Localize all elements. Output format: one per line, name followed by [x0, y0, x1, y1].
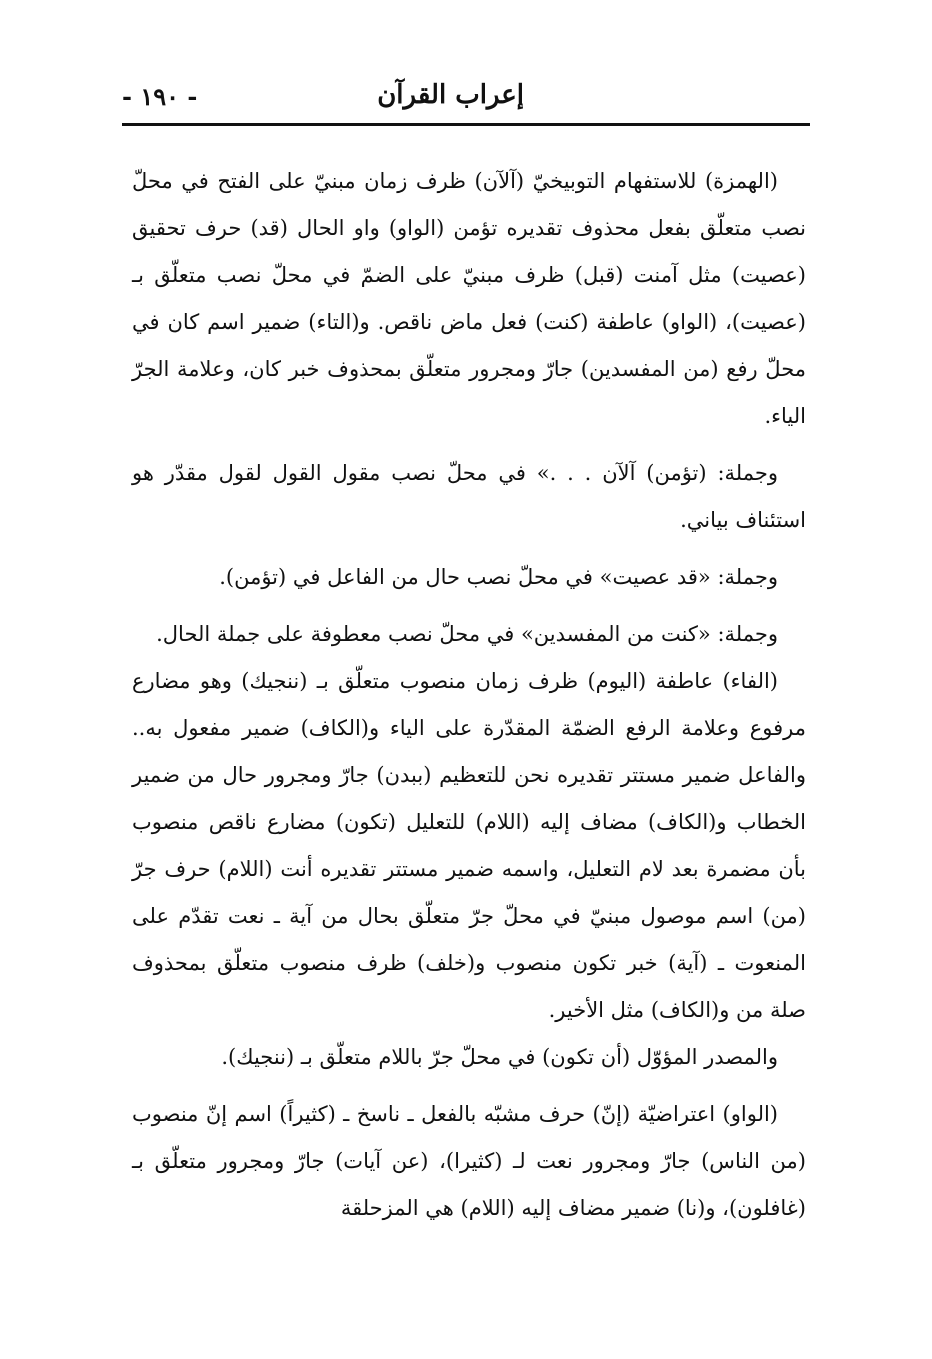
page-body [132, 158, 806, 1242]
page-header [122, 74, 810, 126]
paragraph-jumla-qad-asayta: وجملة: «قد عصيت» في محلّ نصب حال من الفاعل في (تؤمن). [219, 565, 778, 589]
paragraph-irab-inna: (الواو) اعتراضيّة (إنّ) حرف مشبّه بالفعل ـ ناسخ ـ (كثيراً) اسم إنّ منصوب (من الناس) جارّ ومجرور نعت لـ (كثيرا)، (عن آيات) جارّ ومجرور متعلّق بـ (غافلون)، و(نا) ضمير مضاف إليه (اللام) هي المزحلقة [132, 1102, 806, 1220]
paragraph-irab-alyawm: (الفاء) عاطفة (اليوم) ظرف زمان منصوب متعلّق بـ (ننجيك) وهو مضارع مرفوع وعلامة الرفع الضمّة المقدّرة على الياء و(الكاف) ضمير مفعول به.. والفاعل ضمير مستتر تقديره نحن للتعظيم (ببدن) جارّ ومجرور حال من ضمير الخطاب و(الكاف) مضاف إليه (اللام) للتعليل (تكون) مضارع ناقص منصوب بأن مضمرة بعد لام التعليل، واسمه ضمير مستتر تقديره أنت (اللام) حرف جرّ (من) اسم موصول مبنيّ في محلّ جرّ متعلّق بحال من آية ـ نعت تقدّم على المنعوت ـ (آية) خبر تكون منصوب و(خلف) ظرف منصوب متعلّق بمحذوف صلة من و(الكاف) مثل الأخير. [132, 669, 806, 1022]
header-rule [122, 123, 810, 126]
paragraph-irab-alaan: (الهمزة) للاستفهام التوبيخيّ (آلآن) ظرف زمان مبنيّ على الفتح في محلّ نصب متعلّق بفعل محذوف تقديره تؤمن (الواو) واو الحال (قد) حرف تحقيق (عصيت) مثل آمنت (قبل) ظرف مبنيّ على الضمّ في محلّ نصب متعلّق بـ (عصيت)، (الواو) عاطفة (كنت) فعل ماض ناقص. و(التاء) ضمير اسم كان في محلّ رفع (من المفسدين) جارّ ومجرور متعلّق بمحذوف خبر كان، وعلامة الجرّ الياء. [132, 169, 806, 428]
page-number: - ١٩٠ - [122, 82, 198, 111]
paragraph-masdar-muawwal: والمصدر المؤوّل (أن تكون) في محلّ جرّ باللام متعلّق بـ (ننجيك). [221, 1045, 778, 1069]
paragraph-jumla-kunta: وجملة: «كنت من المفسدين» في محلّ نصب معطوفة على جملة الحال. [156, 622, 778, 646]
paragraph-jumla-tuminu: وجملة: (تؤمن) آلآن . . .» في محلّ نصب مقول القول لقول مقدّر هو استئناف بياني. [132, 461, 806, 532]
book-title: إعراب القرآن [377, 80, 524, 110]
